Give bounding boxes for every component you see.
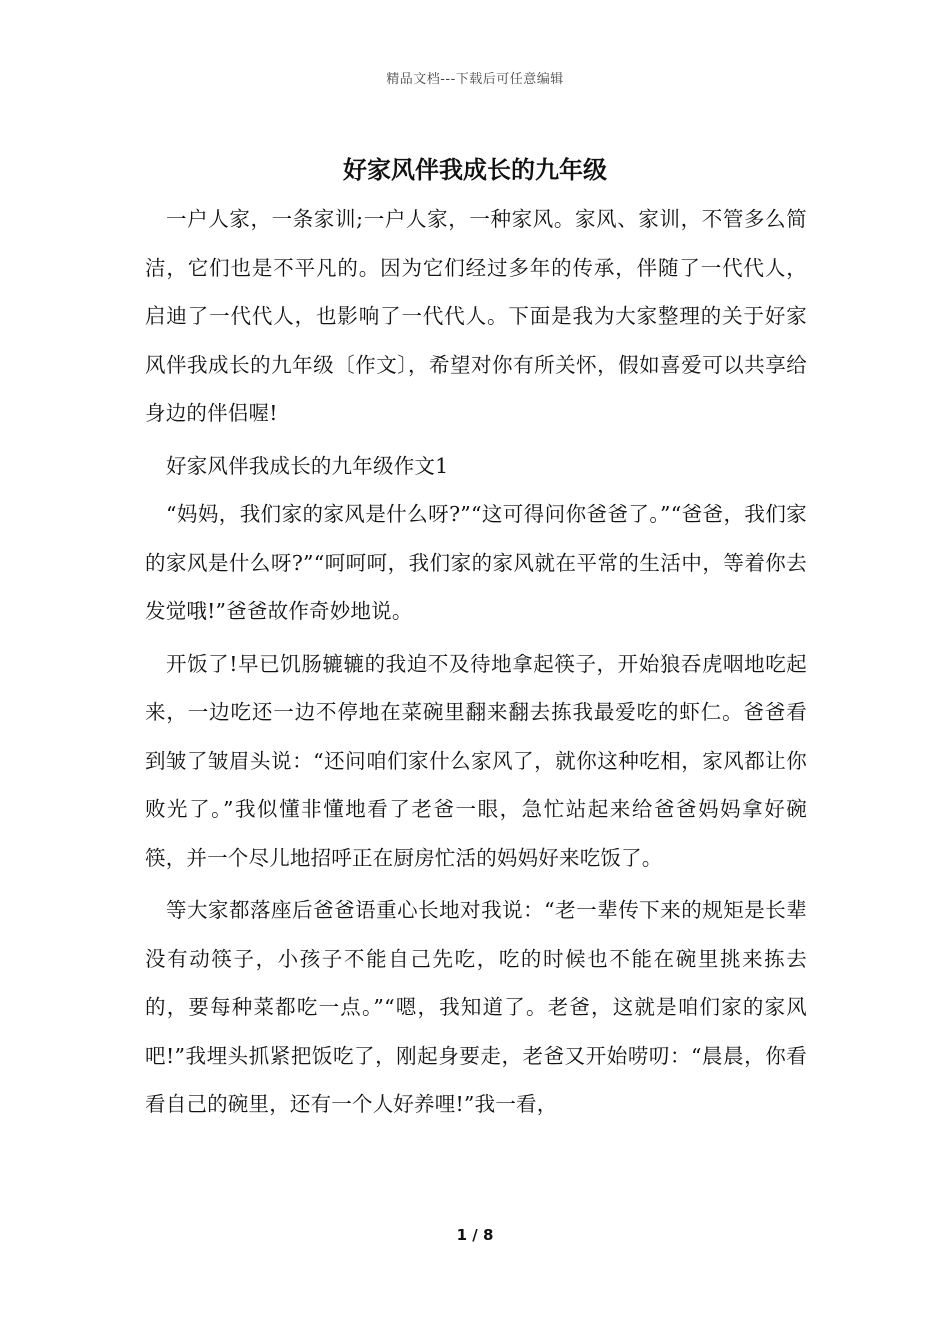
- essay-subtitle: 好家风伴我成长的九年级作文1: [166, 453, 449, 478]
- body-paragraph: 开饭了!早已饥肠辘辘的我迫不及待地拿起筷子，开始狼吞虎咽地吃起来，一边吃还一边不停地在菜碗里翻来翻去拣我最爱吃的虾仁。爸爸看到皱了皱眉头说：“还问咱们家什么家风了，就你这种吃相，家风都让你败光了。”我似懂非懂地看了老爸一眼，急忙站起来给爸爸妈妈拿好碗筷，并一个尽儿地招呼正在厨房忙活的妈妈好来吃饭了。: [145, 651, 807, 870]
- page-number: 1 / 8: [456, 1226, 494, 1244]
- body-paragraph: 等大家都落座后爸爸语重心长地对我说：“老一辈传下来的规矩是长辈没有动筷子，小孩子不能自己先吃，吃的时候也不能在碗里挑来拣去的，要每种菜都吃一点。”“嗯，我知道了。老爸，这就是咱们家的家风吧!”我埋头抓紧把饭吃了，刚起身要走，老爸又开始唠叨：“晨晨，你看看自己的碗里，还有一个人好养哩!”我一看，: [145, 898, 807, 1116]
- intro-paragraph: 一户人家，一条家训;一户人家，一种家风。家风、家训，不管多么简洁，它们也是不平凡的。因为它们经过多年的传承，伴随了一代代人，启迪了一代代人，也影响了一代代人。下面是我为大家整理的关于好家风伴我成长的九年级〔作文〕，希望对你有所关怀，假如喜爱可以共享给身边的伴侣喔!: [145, 207, 807, 425]
- document-header-note: 精品文档---下载后可任意编辑: [386, 72, 564, 87]
- body-paragraph: “妈妈，我们家的家风是什么呀?”“这可得问你爸爸了。”“爸爸，我们家的家风是什么呀?”“呵呵呵，我们家的家风就在平常的生活中，等着你去发觉哦!”爸爸故作奇妙地说。: [145, 502, 807, 623]
- document-body: [145, 195, 807, 1129]
- document-title: 好家风伴我成长的九年级: [343, 155, 607, 184]
